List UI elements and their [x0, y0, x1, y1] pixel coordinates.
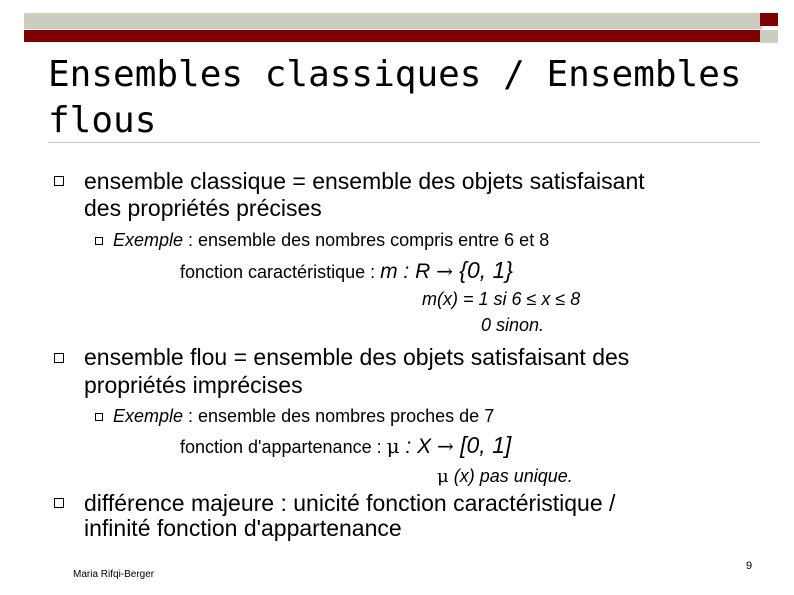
- footer-author: Maria Rifqi-Berger: [73, 569, 155, 580]
- membership-note: [437, 464, 573, 489]
- mu-symbol: μ: [437, 466, 449, 487]
- membership-function-label: fonction d'appartenance :: [180, 437, 387, 457]
- characteristic-function-target: {0, 1}: [452, 257, 513, 283]
- bullet-2-line-2: propriétés imprécises: [84, 372, 303, 398]
- bullet-square-icon: [54, 353, 64, 363]
- bullet-2-line-1: ensemble flou = ensemble des objets satisfaisant des: [84, 344, 630, 370]
- characteristic-function: [180, 258, 513, 284]
- characteristic-def-line-2: 0 sinon.: [481, 315, 545, 335]
- characteristic-function-label: fonction caractéristique :: [180, 262, 381, 282]
- example-1-text: : ensemble des nombres compris entre 6 et 8: [183, 230, 550, 250]
- bullet-square-icon: [54, 176, 64, 186]
- characteristic-def-line-1: m(x) = 1 si 6 ≤ x ≤ 8: [422, 289, 581, 309]
- header-bar-red: [24, 30, 762, 42]
- arrow-icon: →: [436, 434, 454, 458]
- example-2-text: : ensemble des nombres proches de 7: [183, 406, 495, 426]
- page-number: 9: [746, 560, 753, 572]
- membership-note-text: (x) pas unique.: [448, 466, 573, 486]
- sub-bullet-square-icon: [95, 237, 103, 245]
- membership-function-map: : X: [399, 435, 437, 458]
- membership-function: [180, 433, 511, 459]
- bullet-1-line-1: ensemble classique = ensemble des objets satisfaisant: [84, 168, 645, 194]
- characteristic-function-map: m : R: [380, 260, 437, 283]
- header-bar-gray: [24, 13, 762, 29]
- header-square-gray: [760, 30, 778, 43]
- header-square-red: [760, 13, 778, 26]
- slide-title: Ensembles classiques / Ensembles flous: [48, 54, 742, 141]
- arrow-icon: →: [436, 259, 453, 283]
- bullet-1-line-2: des propriétés précises: [84, 195, 322, 221]
- bullet-3-line-1: différence majeure : unicité fonction caractéristique /: [84, 490, 616, 516]
- example-2-label: Exemple: [113, 406, 184, 426]
- example-1: [113, 228, 549, 252]
- title-divider: [48, 142, 760, 143]
- mu-symbol: μ: [386, 434, 400, 458]
- bullet-3-line-2: infinité fonction d'appartenance: [84, 515, 402, 541]
- bullet-square-icon: [54, 498, 64, 508]
- example-1-label: Exemple: [113, 230, 184, 250]
- example-2: [113, 404, 494, 428]
- membership-function-target: [0, 1]: [453, 432, 512, 458]
- sub-bullet-square-icon: [95, 413, 103, 421]
